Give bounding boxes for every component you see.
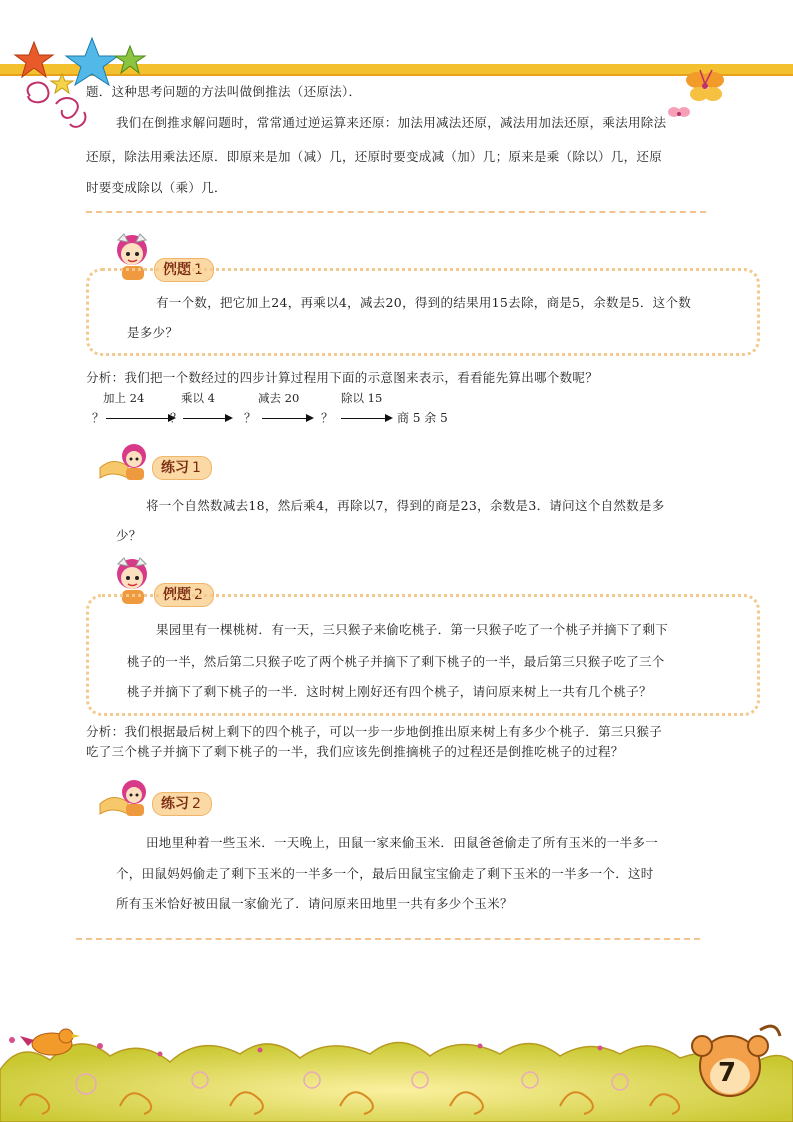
star-icon (51, 74, 73, 93)
intro-line: 题．这种思考问题的方法叫做倒推法（还原法）． (86, 84, 362, 99)
practice-badge (152, 456, 212, 480)
badge-number: 1 (194, 262, 203, 278)
analysis-text: 分析：我们把一个数经过的四步计算过程用下面的示意图来表示，看看能先算出哪个数呢？ (86, 370, 599, 385)
practice-line: 田地里种着一些玉米．一天晚上，田鼠一家来偷玉米．田鼠爸爸偷走了所有玉米的一半多一 (146, 835, 659, 850)
example-line: 桃子并摘下了剩下桃子的一半．这时树上刚好还有四个桃子，请问原来树上一共有几个桃子？ (127, 684, 652, 699)
badge-number: 2 (194, 587, 203, 603)
unknown-mark: ？ (170, 411, 183, 425)
analysis-line: 分析：我们根据最后树上剩下的四个桃子，可以一步一步地倒推出原来树上有多少个桃子．第三只猴子 (86, 724, 663, 739)
arrow (183, 418, 231, 419)
practice-line: 所有玉米恰好被田鼠一家偷光了．请问原来田地里一共有多少个玉米？ (116, 896, 513, 911)
practice-badge (152, 792, 212, 816)
footer-decoration (0, 1010, 793, 1122)
badge-number: 1 (192, 460, 201, 476)
unknown-mark: ？ (92, 411, 105, 425)
divider (76, 938, 700, 940)
divider (86, 211, 706, 213)
unknown-mark: ？ (244, 411, 257, 425)
practice-line: 少？ (116, 528, 142, 543)
practice-line: 将一个自然数减去18，然后乘4，再除以7，得到的商是23，余数是3．请问这个自然数是多 (146, 498, 665, 513)
step-label: 加上 24 (103, 391, 145, 405)
practice-line: 个，田鼠妈妈偷走了剩下玉米的一半多一个，最后田鼠宝宝偷走了剩下玉米的一半多一个．这时 (116, 866, 654, 881)
page-number: 7 (718, 1058, 737, 1088)
example-line: 有一个数，把它加上24，再乘以4，减去20，得到的结果用15去除，商是5，余数是5．这个数 (156, 295, 692, 310)
step-label: 减去 20 (258, 391, 300, 405)
badge-label: 练习 (161, 460, 189, 476)
unknown-mark: ？ (321, 411, 334, 425)
result-text: 商 5 余 5 (397, 411, 448, 425)
example-line: 果园里有一棵桃树．有一天，三只猴子来偷吃桃子．第一只猴子吃了一个桃子并摘下了剩下 (156, 622, 669, 637)
badge-label: 例题 (163, 587, 191, 603)
analysis-line: 吃了三个桃子并摘下了剩下桃子的一半，我们应该先倒推摘桃子的过程还是倒推吃桃子的过程？ (86, 744, 624, 759)
step-label: 除以 15 (341, 391, 383, 405)
arrow (341, 418, 391, 419)
badge-label: 例题 (163, 262, 191, 278)
girl-scroll-icon (98, 440, 160, 482)
badge-number: 2 (192, 796, 201, 812)
example-line: 桃子的一半，然后第二只猴子吃了两个桃子并摘下了剩下桃子的一半，最后第三只猴子吃了三个 (127, 654, 665, 669)
intro-line: 时要变成除以（乘）几． (86, 180, 227, 195)
butterfly-icon (686, 70, 724, 101)
example-line: 是多少？ (127, 325, 179, 340)
butterfly-icon (668, 107, 690, 117)
step-label: 乘以 4 (181, 391, 215, 405)
badge-label: 练习 (161, 796, 189, 812)
intro-line: 我们在倒推求解问题时，常常通过逆运算来还原：加法用减法还原，减法用加法还原，乘法用除法 (116, 115, 667, 130)
intro-line: 还原，除法用乘法还原．即原来是加（减）几，还原时要变成减（加）几；原来是乘（除以）几，还原 (86, 149, 663, 164)
arrow (106, 418, 174, 419)
arrow (262, 418, 312, 419)
girl-scroll-icon (98, 776, 160, 818)
